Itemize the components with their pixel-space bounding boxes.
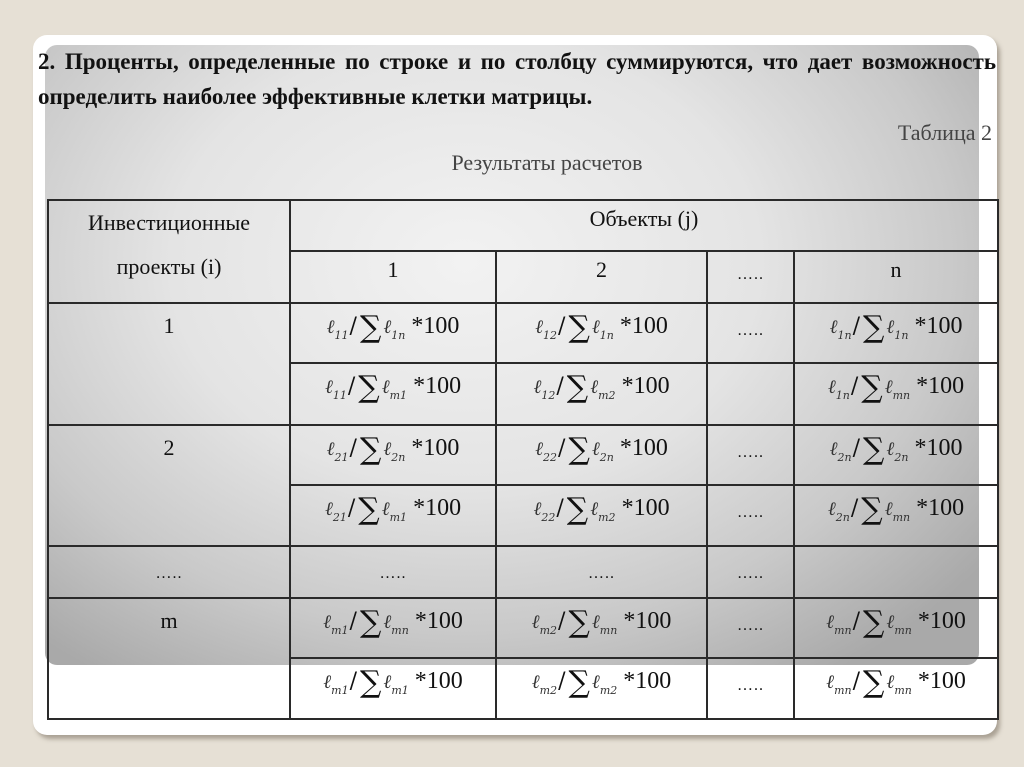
ell-symbol: ℓ	[324, 376, 333, 398]
matrix-cell	[290, 485, 496, 546]
matrix-cell	[290, 546, 496, 598]
table-title: Результаты расчетов	[451, 150, 643, 175]
matrix-cell	[290, 303, 496, 363]
percent-formula	[325, 494, 461, 532]
ell-symbol: ℓ	[826, 671, 835, 693]
numerator-subscript: m1	[331, 624, 349, 637]
project-label: 1	[163, 313, 175, 338]
project-label: 2	[163, 435, 175, 460]
sum-icon: ∑	[359, 605, 382, 640]
numerator-subscript: 1n	[835, 389, 850, 402]
division-slash: /	[558, 436, 566, 461]
ell-symbol: ℓ	[827, 376, 836, 398]
matrix-cell	[290, 363, 496, 425]
denominator-subscript: mn	[599, 624, 618, 637]
multiplier: *100	[914, 435, 963, 461]
ell-symbol: ℓ	[324, 498, 333, 520]
division-slash: /	[852, 609, 860, 634]
ellipsis-text: …..	[737, 565, 764, 582]
multiplier: *100	[621, 373, 670, 399]
project-label-cell	[48, 303, 290, 425]
multiplier: *100	[623, 668, 672, 694]
sum-icon: ∑	[861, 370, 883, 405]
percent-formula	[535, 312, 668, 350]
ellipsis-text: …..	[379, 565, 407, 582]
ell-symbol: ℓ	[531, 671, 540, 693]
denominator-subscript: 1n	[391, 329, 406, 342]
ell-symbol: ℓ	[591, 671, 600, 693]
numerator-subscript: mn	[834, 684, 852, 697]
column-group-header: Объекты (j)	[290, 200, 998, 251]
row-header-line-1: Инвестиционные	[87, 210, 251, 235]
numerator-subscript: 12	[543, 329, 558, 342]
percent-formula	[327, 312, 460, 350]
ell-symbol: ℓ	[886, 611, 895, 633]
table-row	[48, 303, 998, 363]
percent-formula	[535, 434, 668, 472]
denominator-subscript: m1	[389, 511, 408, 524]
denominator-subscript: 2n	[391, 451, 406, 464]
ell-symbol: ℓ	[829, 438, 838, 460]
ell-symbol: ℓ	[886, 316, 895, 338]
ell-symbol: ℓ	[590, 498, 599, 520]
multiplier: *100	[414, 608, 463, 634]
matrix-cell	[290, 425, 496, 485]
ell-symbol: ℓ	[886, 671, 895, 693]
sum-icon: ∑	[863, 310, 885, 345]
percent-formula	[830, 434, 963, 472]
sum-icon: ∑	[358, 492, 380, 527]
multiplier: *100	[623, 608, 672, 634]
matrix-cell	[794, 485, 998, 546]
multiplier: *100	[917, 668, 966, 694]
division-slash: /	[850, 374, 859, 399]
numerator-subscript: m2	[539, 624, 558, 637]
matrix-cell	[794, 598, 998, 658]
denominator-subscript: 1n	[599, 329, 614, 342]
ellipsis-text: …..	[737, 444, 764, 461]
sum-icon: ∑	[863, 432, 885, 467]
ell-symbol: ℓ	[383, 671, 392, 693]
ellipsis-text: …..	[737, 322, 764, 339]
matrix-cell	[707, 485, 794, 546]
division-slash: /	[558, 314, 566, 339]
division-slash: /	[556, 496, 564, 521]
numerator-subscript: 22	[543, 451, 558, 464]
denominator-subscript: mn	[894, 684, 912, 697]
ell-symbol: ℓ	[381, 376, 390, 398]
matrix-cell	[496, 363, 707, 425]
matrix-cell	[290, 658, 496, 719]
sum-icon: ∑	[566, 370, 589, 405]
percent-formula	[532, 607, 672, 645]
ell-symbol: ℓ	[591, 316, 600, 338]
percent-formula	[532, 667, 672, 705]
matrix-cell	[707, 425, 794, 485]
denominator-subscript: 2n	[894, 451, 909, 464]
numerator-subscript: 1n	[837, 329, 852, 342]
percent-formula	[828, 372, 964, 410]
denominator-subscript: mn	[894, 624, 912, 637]
matrix-cell	[707, 303, 794, 363]
matrix-cell	[496, 658, 707, 719]
matrix-cell	[496, 598, 707, 658]
project-label-cell	[48, 598, 290, 719]
ell-symbol: ℓ	[827, 498, 836, 520]
numerator-subscript: m2	[539, 684, 558, 697]
division-slash: /	[558, 669, 566, 694]
percent-formula	[323, 667, 463, 705]
percent-formula	[325, 372, 461, 410]
numerator-subscript: m1	[331, 684, 349, 697]
ellipsis-text: …..	[588, 565, 615, 582]
numerator-subscript: 2n	[835, 511, 850, 524]
denominator-subscript: mn	[892, 389, 911, 402]
percent-formula	[828, 494, 964, 532]
division-slash: /	[349, 669, 357, 694]
matrix-cell	[496, 546, 707, 598]
numerator-subscript: 21	[332, 511, 347, 524]
ell-symbol: ℓ	[323, 611, 332, 633]
percent-formula	[533, 372, 669, 410]
division-slash: /	[556, 374, 564, 399]
percent-formula	[826, 607, 966, 645]
multiplier: *100	[916, 373, 965, 399]
ell-symbol: ℓ	[826, 611, 835, 633]
sum-icon: ∑	[861, 492, 883, 527]
sum-icon: ∑	[863, 605, 885, 640]
ell-symbol: ℓ	[535, 438, 544, 460]
multiplier: *100	[916, 495, 965, 521]
ell-symbol: ℓ	[884, 498, 893, 520]
matrix-cell	[707, 598, 794, 658]
matrix-cell	[794, 546, 998, 598]
ell-symbol: ℓ	[326, 438, 335, 460]
matrix-cell	[707, 363, 794, 425]
multiplier: *100	[414, 668, 463, 694]
percent-formula	[830, 312, 963, 350]
ell-symbol: ℓ	[884, 376, 893, 398]
ellipsis-text: …..	[737, 677, 764, 694]
ell-symbol: ℓ	[383, 611, 392, 633]
denominator-subscript: mn	[892, 511, 911, 524]
matrix-cell	[794, 363, 998, 425]
matrix-cell	[290, 598, 496, 658]
table-row	[48, 546, 998, 598]
denominator-subscript: mn	[391, 624, 409, 637]
denominator-subscript: 1n	[894, 329, 909, 342]
project-label-cell	[48, 425, 290, 546]
ell-symbol: ℓ	[323, 671, 332, 693]
percent-formula	[826, 667, 966, 705]
division-slash: /	[852, 314, 860, 339]
percent-formula	[327, 434, 460, 472]
ellipsis-text: …..	[737, 617, 764, 634]
ell-symbol: ℓ	[829, 316, 838, 338]
sum-icon: ∑	[863, 665, 885, 700]
sum-icon: ∑	[359, 432, 382, 467]
ell-symbol: ℓ	[535, 316, 544, 338]
denominator-subscript: m1	[391, 684, 409, 697]
ell-symbol: ℓ	[886, 438, 895, 460]
sum-icon: ∑	[568, 665, 590, 700]
column-header-ellipsis	[707, 251, 794, 303]
division-slash: /	[347, 496, 356, 521]
table-number-label: Таблица 2	[897, 120, 992, 145]
denominator-subscript: m2	[599, 684, 618, 697]
column-header-2: 2	[496, 251, 707, 303]
project-label: m	[160, 608, 178, 633]
sum-icon: ∑	[358, 370, 380, 405]
project-label-cell	[48, 546, 290, 598]
column-header-1: 1	[290, 251, 496, 303]
denominator-subscript: m2	[598, 389, 616, 402]
division-slash: /	[347, 374, 356, 399]
ell-symbol: ℓ	[591, 611, 600, 633]
sum-icon: ∑	[568, 310, 590, 345]
division-slash: /	[852, 669, 860, 694]
multiplier: *100	[411, 313, 460, 339]
matrix-cell	[794, 425, 998, 485]
numerator-subscript: 11	[332, 389, 347, 402]
table-row	[48, 598, 998, 658]
slide-heading: 2. Проценты, определенные по строке и по столбцу суммируются, что дает возможность определить наиболее эффективные клетки матрицы.	[38, 49, 996, 109]
ell-symbol: ℓ	[531, 611, 540, 633]
ellipsis-text: …..	[737, 504, 764, 521]
matrix-cell	[707, 546, 794, 598]
column-header-n: n	[794, 251, 998, 303]
sum-icon: ∑	[568, 605, 590, 640]
division-slash: /	[349, 609, 357, 634]
results-matrix-table	[47, 199, 999, 720]
multiplier: *100	[621, 495, 670, 521]
ell-symbol: ℓ	[381, 498, 390, 520]
ell-symbol: ℓ	[533, 376, 542, 398]
numerator-subscript: 12	[541, 389, 556, 402]
multiplier: *100	[413, 373, 462, 399]
numerator-subscript: mn	[834, 624, 852, 637]
division-slash: /	[349, 436, 357, 461]
multiplier: *100	[619, 313, 668, 339]
division-slash: /	[558, 609, 566, 634]
division-slash: /	[349, 314, 357, 339]
ell-symbol: ℓ	[326, 316, 335, 338]
sum-icon: ∑	[568, 432, 590, 467]
sum-icon: ∑	[566, 492, 589, 527]
ell-symbol: ℓ	[590, 376, 599, 398]
multiplier: *100	[413, 495, 462, 521]
multiplier: *100	[914, 313, 963, 339]
denominator-subscript: m1	[389, 389, 408, 402]
ell-symbol: ℓ	[591, 438, 600, 460]
sum-icon: ∑	[359, 310, 382, 345]
ell-symbol: ℓ	[383, 438, 392, 460]
percent-formula	[533, 494, 669, 532]
division-slash: /	[852, 436, 860, 461]
multiplier: *100	[619, 435, 668, 461]
denominator-subscript: m2	[598, 511, 616, 524]
matrix-cell	[794, 658, 998, 719]
multiplier: *100	[917, 608, 966, 634]
sum-icon: ∑	[360, 665, 382, 700]
row-header-line-2: проекты (i)	[116, 254, 222, 279]
project-label: …..	[155, 565, 183, 582]
division-slash: /	[850, 496, 859, 521]
numerator-subscript: 11	[334, 329, 349, 342]
matrix-cell	[707, 658, 794, 719]
numerator-subscript: 22	[541, 511, 556, 524]
numerator-subscript: 2n	[837, 451, 852, 464]
ellipsis-text: …..	[737, 266, 764, 283]
matrix-cell	[496, 425, 707, 485]
percent-formula	[323, 607, 463, 645]
ell-symbol: ℓ	[383, 316, 392, 338]
numerator-subscript: 21	[334, 451, 349, 464]
matrix-cell	[496, 303, 707, 363]
table-row	[48, 425, 998, 485]
ell-symbol: ℓ	[533, 498, 542, 520]
denominator-subscript: 2n	[599, 451, 614, 464]
multiplier: *100	[411, 435, 460, 461]
matrix-cell	[496, 485, 707, 546]
matrix-cell	[794, 303, 998, 363]
row-header-cell	[48, 200, 290, 303]
